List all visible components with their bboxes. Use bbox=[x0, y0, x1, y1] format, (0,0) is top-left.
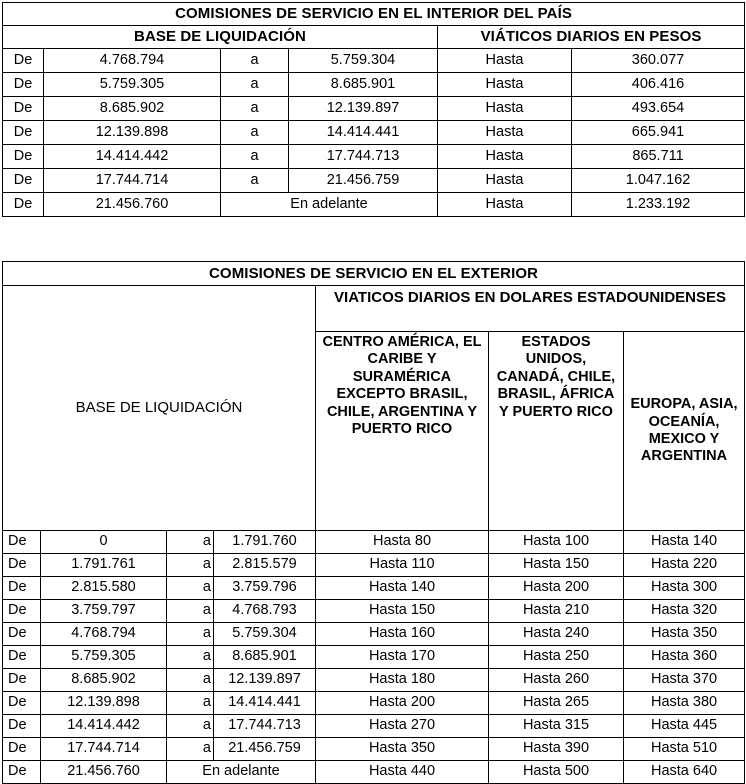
cell-to: 21.456.759 bbox=[289, 169, 438, 193]
cell-from: 5.759.305 bbox=[41, 646, 167, 669]
cell-rate-1: Hasta 170 bbox=[316, 646, 489, 669]
cell-rate-1: Hasta 200 bbox=[316, 692, 489, 715]
cell-to: 5.759.304 bbox=[289, 49, 438, 73]
cell-hasta: Hasta bbox=[438, 97, 572, 121]
cell-a: a bbox=[221, 97, 289, 121]
cell-de: De bbox=[3, 97, 44, 121]
cell-to: 3.759.796 bbox=[214, 577, 316, 600]
cell-rate-2: Hasta 500 bbox=[489, 761, 624, 784]
cell-a: a bbox=[167, 554, 214, 577]
cell-a: a bbox=[167, 646, 214, 669]
cell-to: 12.139.897 bbox=[214, 669, 316, 692]
cell-to: 17.744.713 bbox=[214, 715, 316, 738]
cell-to: 14.414.441 bbox=[214, 692, 316, 715]
cell-from: 14.414.442 bbox=[41, 715, 167, 738]
cell-to: 2.815.579 bbox=[214, 554, 316, 577]
cell-rate-3: Hasta 350 bbox=[624, 623, 745, 646]
cell-value: 493.654 bbox=[572, 97, 745, 121]
cell-hasta: Hasta bbox=[438, 49, 572, 73]
table-row bbox=[3, 49, 745, 73]
table-interior-viaticos-header: VIÁTICOS DIARIOS EN PESOS bbox=[438, 26, 745, 49]
cell-from: 4.768.794 bbox=[44, 49, 221, 73]
cell-de: De bbox=[3, 761, 41, 784]
cell-a: a bbox=[167, 669, 214, 692]
cell-de: De bbox=[3, 554, 41, 577]
cell-de: De bbox=[3, 669, 41, 692]
cell-from: 14.414.442 bbox=[44, 145, 221, 169]
cell-de: De bbox=[3, 623, 41, 646]
cell-de: De bbox=[3, 73, 44, 97]
table-row bbox=[3, 554, 745, 577]
cell-a: a bbox=[167, 738, 214, 761]
cell-from: 17.744.714 bbox=[44, 169, 221, 193]
cell-a: a bbox=[221, 145, 289, 169]
cell-rate-3: Hasta 220 bbox=[624, 554, 745, 577]
cell-value: 665.941 bbox=[572, 121, 745, 145]
table-exterior-group-header: VIATICOS DIARIOS EN DOLARES ESTADOUNIDENSES bbox=[316, 286, 745, 332]
cell-rate-3: Hasta 320 bbox=[624, 600, 745, 623]
table-row bbox=[3, 669, 745, 692]
cell-from: 21.456.760 bbox=[44, 193, 221, 217]
cell-a: a bbox=[167, 715, 214, 738]
cell-from: 21.456.760 bbox=[41, 761, 167, 784]
table-interior-title-row bbox=[3, 3, 745, 26]
table-row bbox=[3, 623, 745, 646]
cell-to: 4.768.793 bbox=[214, 600, 316, 623]
cell-from: 12.139.898 bbox=[44, 121, 221, 145]
cell-value: 406.416 bbox=[572, 73, 745, 97]
cell-rate-3: Hasta 360 bbox=[624, 646, 745, 669]
cell-rate-3: Hasta 370 bbox=[624, 669, 745, 692]
cell-value: 360.077 bbox=[572, 49, 745, 73]
region-header-estados-unidos: ESTADOS UNIDOS, CANADÁ, CHILE, BRASIL, ÁFRICA Y PUERTO RICO bbox=[489, 332, 624, 531]
cell-from: 8.685.902 bbox=[41, 669, 167, 692]
cell-de: De bbox=[3, 145, 44, 169]
table-row bbox=[3, 646, 745, 669]
table-row bbox=[3, 145, 745, 169]
cell-from: 1.791.761 bbox=[41, 554, 167, 577]
table-comisiones-interior bbox=[2, 2, 745, 217]
table-row bbox=[3, 73, 745, 97]
table-row bbox=[3, 715, 745, 738]
cell-value: 865.711 bbox=[572, 145, 745, 169]
cell-rate-1: Hasta 140 bbox=[316, 577, 489, 600]
region-header-europa: EUROPA, ASIA, OCEANÍA, MEXICO Y ARGENTINA bbox=[624, 332, 745, 531]
cell-a: a bbox=[167, 600, 214, 623]
cell-de: De bbox=[3, 121, 44, 145]
cell-de: De bbox=[3, 531, 41, 554]
table-row bbox=[3, 692, 745, 715]
table-interior-title: COMISIONES DE SERVICIO EN EL INTERIOR DEL PAÍS bbox=[3, 3, 745, 26]
table-comisiones-exterior bbox=[2, 261, 745, 784]
cell-rate-2: Hasta 100 bbox=[489, 531, 624, 554]
cell-to: 8.685.901 bbox=[289, 73, 438, 97]
cell-rate-2: Hasta 250 bbox=[489, 646, 624, 669]
cell-rate-1: Hasta 180 bbox=[316, 669, 489, 692]
cell-from: 3.759.797 bbox=[41, 600, 167, 623]
cell-de: De bbox=[3, 692, 41, 715]
table-row bbox=[3, 121, 745, 145]
region-header-centroamerica: CENTRO AMÉRICA, EL CARIBE Y SURAMÉRICA EXCEPTO BRASIL, CHILE, ARGENTINA Y PUERTO RICO bbox=[316, 332, 489, 531]
cell-rate-2: Hasta 265 bbox=[489, 692, 624, 715]
cell-a: a bbox=[221, 121, 289, 145]
table-row-last bbox=[3, 193, 745, 217]
cell-hasta: Hasta bbox=[438, 145, 572, 169]
cell-rate-1: Hasta 150 bbox=[316, 600, 489, 623]
cell-rate-2: Hasta 150 bbox=[489, 554, 624, 577]
cell-hasta: Hasta bbox=[438, 73, 572, 97]
cell-rate-3: Hasta 380 bbox=[624, 692, 745, 715]
cell-rate-3: Hasta 640 bbox=[624, 761, 745, 784]
cell-from: 8.685.902 bbox=[44, 97, 221, 121]
cell-a: a bbox=[221, 169, 289, 193]
cell-rate-2: Hasta 315 bbox=[489, 715, 624, 738]
cell-a: a bbox=[167, 692, 214, 715]
table-exterior-base-header: BASE DE LIQUIDACIÓN bbox=[3, 286, 316, 531]
cell-value: 1.233.192 bbox=[572, 193, 745, 217]
cell-rate-1: Hasta 270 bbox=[316, 715, 489, 738]
cell-en-adelante: En adelante bbox=[221, 193, 438, 217]
cell-rate-2: Hasta 260 bbox=[489, 669, 624, 692]
cell-a: a bbox=[221, 49, 289, 73]
cell-a: a bbox=[167, 577, 214, 600]
table-row bbox=[3, 97, 745, 121]
cell-rate-2: Hasta 210 bbox=[489, 600, 624, 623]
cell-to: 21.456.759 bbox=[214, 738, 316, 761]
cell-de: De bbox=[3, 577, 41, 600]
cell-a: a bbox=[167, 531, 214, 554]
cell-rate-3: Hasta 445 bbox=[624, 715, 745, 738]
table-interior-subheader-row bbox=[3, 26, 745, 49]
cell-en-adelante: En adelante bbox=[167, 761, 316, 784]
cell-to: 12.139.897 bbox=[289, 97, 438, 121]
cell-de: De bbox=[3, 646, 41, 669]
cell-rate-2: Hasta 390 bbox=[489, 738, 624, 761]
cell-hasta: Hasta bbox=[438, 169, 572, 193]
cell-rate-2: Hasta 240 bbox=[489, 623, 624, 646]
cell-rate-3: Hasta 300 bbox=[624, 577, 745, 600]
cell-de: De bbox=[3, 738, 41, 761]
cell-from: 2.815.580 bbox=[41, 577, 167, 600]
cell-to: 17.744.713 bbox=[289, 145, 438, 169]
table-exterior-title: COMISIONES DE SERVICIO EN EL EXTERIOR bbox=[3, 262, 745, 286]
table-row bbox=[3, 169, 745, 193]
table-row bbox=[3, 531, 745, 554]
cell-rate-1: Hasta 440 bbox=[316, 761, 489, 784]
cell-rate-1: Hasta 350 bbox=[316, 738, 489, 761]
cell-de: De bbox=[3, 600, 41, 623]
table-interior-base-header: BASE DE LIQUIDACIÓN bbox=[3, 26, 438, 49]
cell-de: De bbox=[3, 715, 41, 738]
cell-hasta: Hasta bbox=[438, 121, 572, 145]
cell-to: 5.759.304 bbox=[214, 623, 316, 646]
cell-de: De bbox=[3, 193, 44, 217]
cell-from: 4.768.794 bbox=[41, 623, 167, 646]
table-row-last bbox=[3, 761, 745, 784]
cell-to: 1.791.760 bbox=[214, 531, 316, 554]
cell-from: 12.139.898 bbox=[41, 692, 167, 715]
cell-a: a bbox=[167, 623, 214, 646]
cell-rate-2: Hasta 200 bbox=[489, 577, 624, 600]
cell-to: 14.414.441 bbox=[289, 121, 438, 145]
cell-rate-3: Hasta 510 bbox=[624, 738, 745, 761]
cell-hasta: Hasta bbox=[438, 193, 572, 217]
cell-to: 8.685.901 bbox=[214, 646, 316, 669]
cell-from: 17.744.714 bbox=[41, 738, 167, 761]
cell-rate-1: Hasta 160 bbox=[316, 623, 489, 646]
cell-a: a bbox=[221, 73, 289, 97]
cell-from: 0 bbox=[41, 531, 167, 554]
table-row bbox=[3, 577, 745, 600]
table-row bbox=[3, 600, 745, 623]
table-row bbox=[3, 738, 745, 761]
cell-from: 5.759.305 bbox=[44, 73, 221, 97]
cell-rate-1: Hasta 110 bbox=[316, 554, 489, 577]
cell-rate-1: Hasta 80 bbox=[316, 531, 489, 554]
cell-de: De bbox=[3, 49, 44, 73]
table-exterior-title-row bbox=[3, 262, 745, 286]
cell-value: 1.047.162 bbox=[572, 169, 745, 193]
cell-de: De bbox=[3, 169, 44, 193]
cell-rate-3: Hasta 140 bbox=[624, 531, 745, 554]
table-exterior-group-header-row bbox=[3, 286, 745, 332]
